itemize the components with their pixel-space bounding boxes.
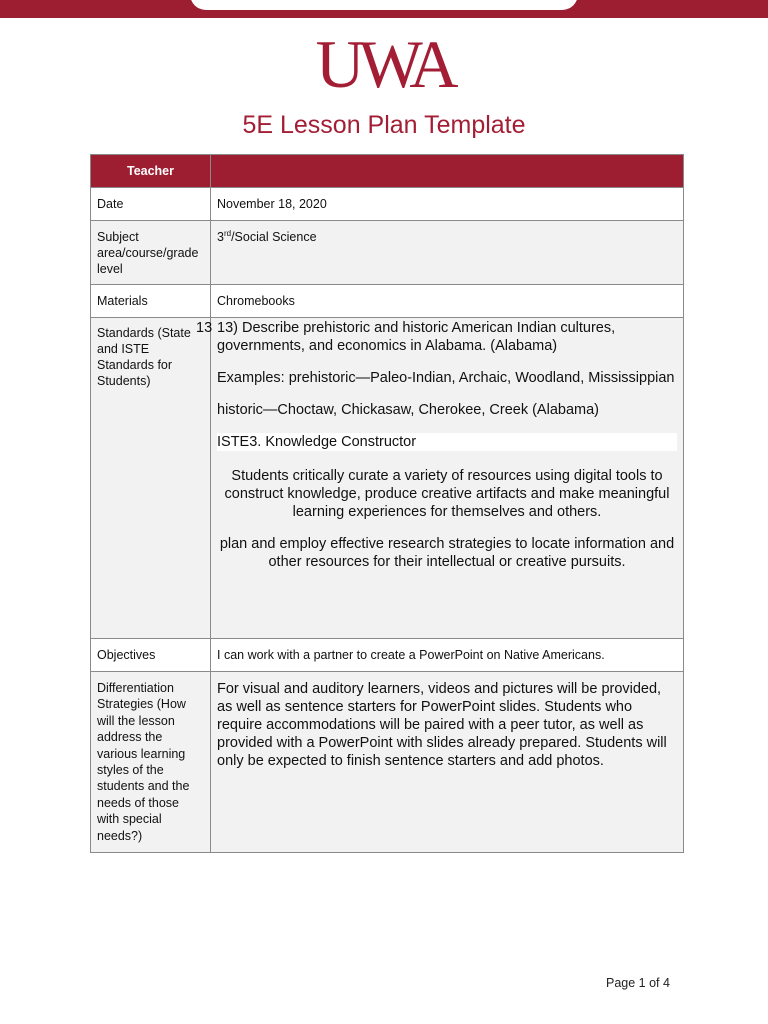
table-row-materials xyxy=(91,285,684,318)
subject-grade: 3 xyxy=(217,230,224,244)
table-row-subject xyxy=(91,221,684,285)
objectives-value: I can work with a partner to create a PowerPoint on Native Americans. xyxy=(211,639,684,672)
standards-paragraph-3: historic—Choctaw, Chickasaw, Cherokee, Creek (Alabama) xyxy=(217,402,599,418)
standards-paragraph-5: Students critically curate a variety of resources using digital tools to construct knowledge, produce creative artifacts and make meaningful learning experiences for themselves and others. xyxy=(224,468,670,520)
subject-grade-suffix: rd xyxy=(223,228,232,238)
materials-value: Chromebooks xyxy=(211,285,684,318)
differentiation-label: Differentiation Strategies (How will the lesson address the various learning styles of the students and the needs of those with special needs?) xyxy=(97,681,190,843)
table-row-teacher xyxy=(91,155,684,188)
teacher-value xyxy=(211,155,684,188)
differentiation-value-cell xyxy=(211,672,684,853)
date-value: November 18, 2020 xyxy=(211,188,684,221)
lesson-plan-table xyxy=(90,154,684,853)
subject-value xyxy=(211,221,684,285)
page-number: Page 1 of 4 xyxy=(606,976,670,990)
standards-paragraph-4: ISTE3. Knowledge Constructor xyxy=(217,434,417,450)
objectives-label: Objectives xyxy=(91,639,211,672)
table-row-date xyxy=(91,188,684,221)
uwa-logo: UWA xyxy=(315,26,453,102)
differentiation-value: For visual and auditory learners, videos and pictures will be provided, as well as sentence starters for PowerPoint slides. Students who require accommodations will be paired with a peer tutor, as well as provided with a PowerPoint with slides already prepared. Students will only be expected to finish sentence starters and add photos. xyxy=(217,681,667,769)
table-row-differentiation xyxy=(91,672,684,853)
standards-number: 13 xyxy=(196,320,213,336)
date-label: Date xyxy=(91,188,211,221)
iste-heading-box xyxy=(217,433,677,451)
table-row-objectives xyxy=(91,639,684,672)
subject-name: /Social Science xyxy=(231,230,317,244)
table-row-standards xyxy=(91,318,684,639)
standards-paragraph-6: plan and employ effective research strategies to locate information and other resources for their intellectual or creative pursuits. xyxy=(219,536,675,570)
standards-paragraph-2: Examples: prehistoric—Paleo-Indian, Archaic, Woodland, Mississippian xyxy=(217,370,675,386)
page-title: 5E Lesson Plan Template xyxy=(242,111,526,139)
teacher-label: Teacher xyxy=(91,155,211,188)
top-band-tab xyxy=(190,0,578,10)
standards-label: Standards (State and ISTE Standards for Students) xyxy=(97,326,191,388)
standards-label-cell xyxy=(91,318,211,639)
differentiation-label-cell xyxy=(91,672,211,853)
standards-value xyxy=(196,318,684,639)
subject-label: Subject area/course/grade level xyxy=(91,221,211,285)
standards-paragraph-1: 13) Describe prehistoric and historic American Indian cultures, governments, and economics in Alabama. (Alabama) xyxy=(217,320,616,354)
materials-label: Materials xyxy=(91,285,211,318)
